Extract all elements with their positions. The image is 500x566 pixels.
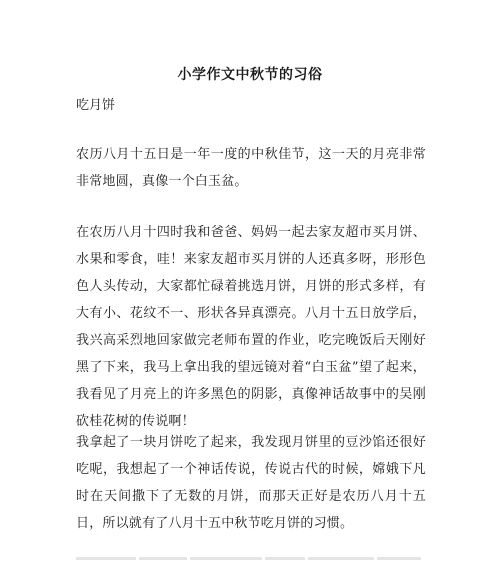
document-title: 小学作文中秋节的习俗 — [177, 67, 323, 83]
paragraph-3: 我拿起了一块月饼吃了起来，我发现月饼里的豆沙馅还很好吃呢，我想起了一个神话传说，传说古代的时候，嫦娥下凡时在天间撒下了无数的月饼，而那天正好是农历八月十五日，所以就有了八月十五中秋节吃月饼的习惯。 — [76, 435, 426, 531]
cut-off-text-line — [76, 548, 426, 560]
section-heading: 吃月饼 — [76, 98, 116, 113]
paragraph-1: 农历八月十五日是一年一度的中秋佳节，这一天的月亮非常非常地圆，真像一个白玉盆。 — [76, 147, 426, 189]
paragraph-2: 在农历八月十四时我和爸爸、妈妈一起去家友超市买月饼、水果和零食，哇！来家友超市买月饼的人还真多呀，形形色色人头传动，大家都忙碌着挑选月饼，月饼的形式多样，有大有小、花纹不一、形状各异真漂亮。八月十五日放学后，我兴高采烈地回家做完老师布置的作业，吃完晚饭后天刚好黑了下来，我马上拿出我的望远镜对着“白玉盆”望了起来，我看见了月亮上的许多黑色的阴影，真像神话故事中的吴刚砍桂花树的传说啊！ — [76, 225, 426, 429]
